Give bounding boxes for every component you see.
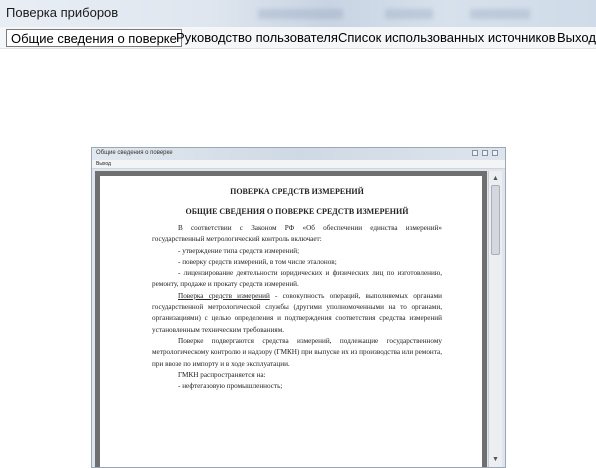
maximize-icon[interactable] — [482, 150, 488, 156]
list-item: - нефтегазовую промышленность; — [178, 382, 283, 391]
viewer-title-bar — [92, 148, 505, 160]
scroll-down-icon[interactable]: ▼ — [492, 456, 499, 463]
viewer-menu-bar — [92, 160, 505, 169]
document-frame — [95, 171, 487, 467]
menu-sources-list[interactable]: Список использованных источников — [338, 30, 556, 45]
viewer-menu-exit[interactable]: Выход — [96, 161, 111, 167]
document-viewer-window — [91, 147, 506, 468]
vertical-scrollbar[interactable] — [488, 171, 502, 467]
definition-text: - совокупность операций, выполняемых органами государственной метрологической службы (другими уполномоченными на то органами, организациями) с целью определения и подтверждения соответствия средства измерений установленным техническим требованиям. — [152, 291, 442, 334]
window-title-bar — [0, 0, 596, 27]
menu-user-guide[interactable]: Руководство пользователя — [176, 30, 338, 45]
menu-general-info[interactable]: Общие сведения о поверке — [6, 29, 182, 47]
list-item: - поверку средств измерений, в том числе эталонов; — [178, 257, 337, 266]
menu-bar — [0, 27, 596, 49]
window-title: Поверка приборов — [6, 5, 119, 20]
paragraph — [152, 291, 442, 336]
paragraph: Поверке подвергаются средства измерений, подлежащие государственному метрологическому контролю и надзору (ГМКН) при выпуске их из производства или ремонта, при ввозе по импорту и в ходе эксплуатации. — [152, 336, 442, 368]
document-heading: ПОВЕРКА СРЕДСТВ ИЗМЕРЕНИЙ — [230, 187, 364, 196]
menu-exit[interactable]: Выход — [557, 30, 596, 45]
document-subheading: ОБЩИЕ СВЕДЕНИЯ О ПОВЕРКЕ СРЕДСТВ ИЗМЕРЕНИЙ — [185, 207, 409, 216]
defined-term: Поверка средств измерений — [178, 291, 270, 300]
blurred-background-element — [258, 9, 343, 19]
scroll-up-icon[interactable]: ▲ — [492, 175, 499, 182]
scroll-thumb[interactable] — [491, 185, 500, 255]
minimize-icon[interactable] — [472, 150, 478, 156]
viewer-title: Общие сведения о поверке — [96, 150, 173, 156]
document-page — [100, 176, 482, 468]
blurred-background-element — [385, 9, 433, 19]
list-item: - утверждение типа средств измерений; — [178, 246, 300, 255]
close-icon[interactable] — [492, 150, 498, 156]
paragraph: ГМКН распространяется на: — [178, 370, 266, 379]
document-text — [152, 186, 442, 392]
blurred-background-element — [470, 9, 530, 19]
list-item: - лицензирование деятельности юридических и физических лиц по изготовлению, ремонту, продаже и прокату средств измерений. — [152, 269, 442, 289]
paragraph: В соответствии с Законом РФ «Об обеспечении единства измерений» государственный метрологический контроль включает: — [152, 224, 442, 244]
